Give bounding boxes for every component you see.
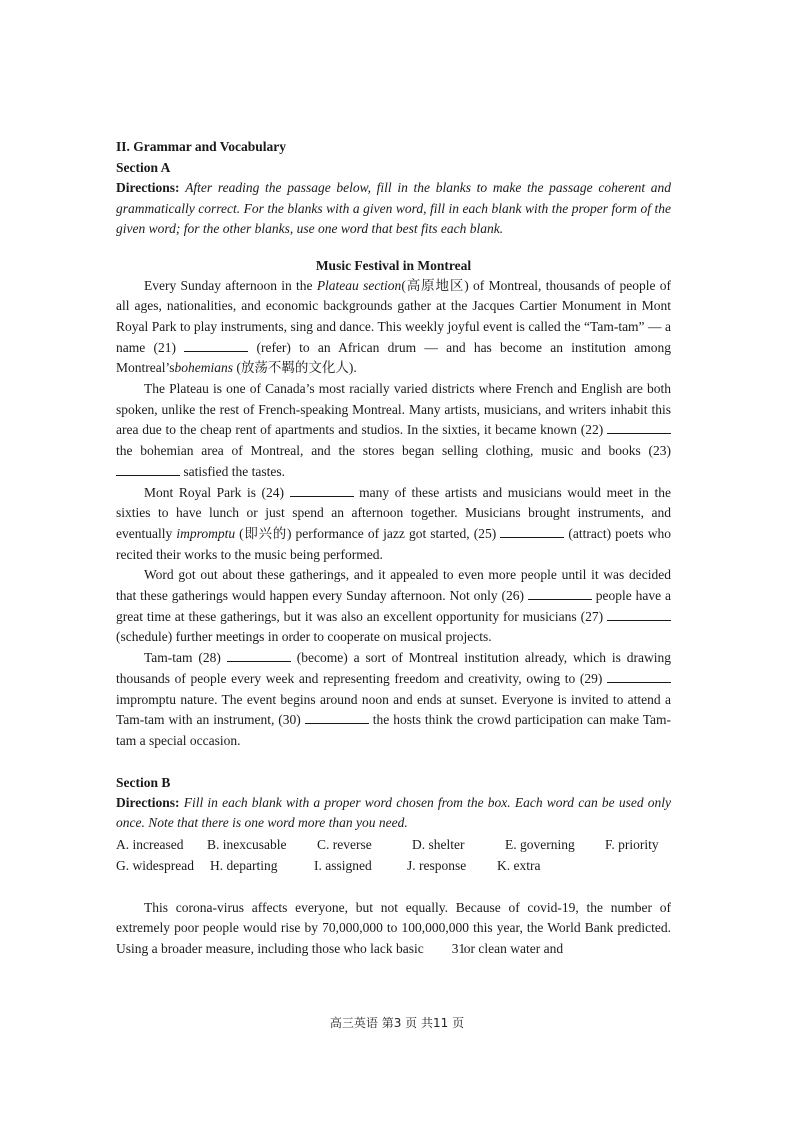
passage-title: Music Festival in Montreal <box>315 257 472 273</box>
paragraph-3: Mont Royal Park is (24) many of these artists and musicians would meet in the sixties to have lunch or just spend an afternoon together. Musicians brought instruments, and eventually impromptu (即兴的) performance of jazz got started, (25) (attract) poets who recited their works to the music being performed. <box>116 484 671 562</box>
blank-31[interactable]: 31 <box>451 941 466 957</box>
option-e: E. governing <box>505 836 575 852</box>
paragraph-5: Tam-tam (28) (become) a sort of Montreal institution already, which is drawing thousands of people every week and representing freedom and creativity, owing to (29) impromptu nature. The event begins around noon and ends at sunset. Everyone is invited to attend a Tam-tam with an instrument, (30) the hosts think the crowd participation can make Tam-tam a special occasion. <box>116 650 672 748</box>
section-a-label: Section A <box>116 160 171 175</box>
option-k: K. extra <box>497 857 541 873</box>
page-footer: 高三英语 第3 页 共11 页 <box>329 1016 465 1030</box>
section-b-label: Section B <box>116 774 171 790</box>
section-b-directions <box>116 793 671 834</box>
blank-25[interactable] <box>500 525 564 538</box>
directions-text: Fill in each blank with a proper word chosen from the box. Each word can be used only once. Note that there is one word more than you need. <box>116 794 672 831</box>
blank-22[interactable] <box>607 421 671 434</box>
option-a: A. increased <box>116 836 184 852</box>
option-g: G. widespread <box>116 857 194 873</box>
option-b: B. inexcusable <box>207 836 287 852</box>
option-j: J. response <box>407 857 467 873</box>
blank-30[interactable] <box>305 711 369 724</box>
exam-page <box>116 136 671 960</box>
paragraph-1: Every Sunday afternoon in the Plateau section(高原地区) of Montreal, thousands of people of all ages, nationalities, and economic backgrounds gather at the Jacques Cartier Monument in Mont Royal Park to play instruments, sing and dance. This weekly joyful event is called the “Tam-tam” — a name (21) (refer) to an African drum — and has become an institution among Montreal’sbohemians (放荡不羁的文化人). <box>116 277 671 376</box>
word-options-row-1 <box>116 834 671 855</box>
option-f: F. priority <box>605 836 659 852</box>
option-c: C. reverse <box>317 836 372 852</box>
directions-label: Directions: <box>116 794 180 810</box>
blank-23[interactable] <box>116 463 180 476</box>
section-b-passage: This corona-virus affects everyone, but not equally. Because of covid-19, the number of extremely poor people would rise by 70,000,000 to 100,000,000 this year, the World Bank predicted. Using a broader measure, including those who lack basic 31or clean water and <box>116 898 671 960</box>
paragraph-4: Word got out about these gatherings, and it appealed to even more people until it was decided that these gatherings would happen every Sunday afternoon. Not only (26) people have a great time at these gatherings, but it was also an excellent opportunity for musicians (27) (schedule) further meetings in order to cooperate on musical projects. <box>116 567 671 645</box>
section-a-directions <box>116 178 671 240</box>
directions-text: After reading the passage below, fill in the blanks to make the passage coherent and grammatically correct. For the blanks with a given word, fill in each blank with the proper form of the given word; for the other blanks, use one word that best fits each blank. <box>116 180 671 236</box>
section-heading: II. Grammar and Vocabulary <box>116 139 287 154</box>
blank-24[interactable] <box>290 484 354 497</box>
blank-26[interactable] <box>528 587 592 600</box>
blank-29[interactable] <box>607 670 671 683</box>
option-i: I. assigned <box>314 857 372 873</box>
directions-label: Directions: <box>116 180 180 195</box>
blank-28[interactable] <box>227 649 291 662</box>
blank-21[interactable] <box>184 339 248 352</box>
option-h: H. departing <box>210 857 278 873</box>
word-options-row-2 <box>116 855 671 876</box>
paragraph-2: The Plateau is one of Canada’s most racially varied districts where French and English are both spoken, unlike the rest of French-speaking Montreal. Many artists, musicians, and writers inhabit this area due to the cheap rent of apartments and studios. In the sixties, it became known (22) the bohemian area of Montreal, and the stores began selling clothing, music and books (23) satisfied the tastes. <box>116 381 671 479</box>
blank-27[interactable] <box>607 608 671 621</box>
option-d: D. shelter <box>412 836 465 852</box>
